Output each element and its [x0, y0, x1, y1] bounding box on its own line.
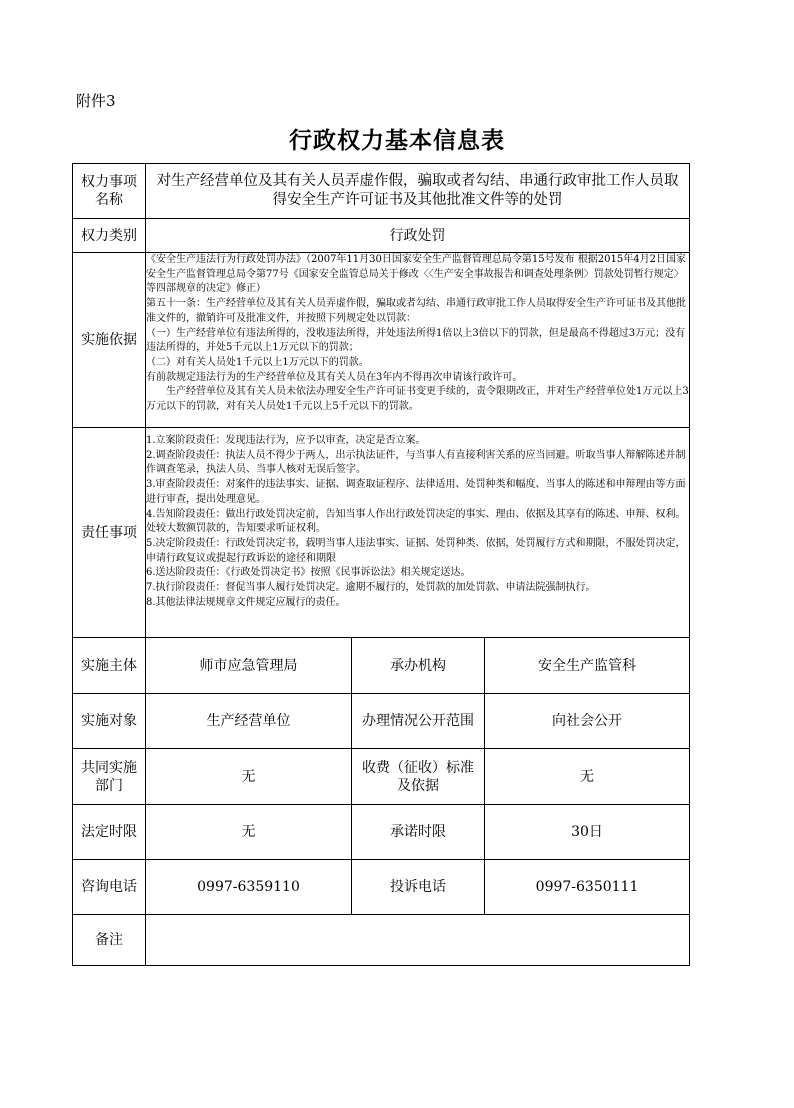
- row-responsibility: [73, 428, 690, 638]
- responsibility-line: 1.立案阶段责任：发现违法行为，应予以审查，决定是否立案。: [146, 435, 426, 446]
- basis-content: [146, 253, 690, 428]
- power-category-value: 行政处罚: [146, 219, 690, 253]
- basis-line: 《安全生产违法行为行政处罚办法》（2007年11月30日国家安全生产监督管理总局令第15号发布 根据2015年4月2日国家安全生产监督管理总局令第77号《国家安全监管总局关于修改〈〈生产安全事故报告和调查处理条例〉罚款处罚暂行规定〉等四部规章的决定》修正）: [146, 254, 686, 295]
- responsibility-line: 2.调查阶段责任：执法人员不得少于两人，出示执法证件，与当事人有直接利害关系的应当回避。听取当事人辩解陈述并制作调查笔录，执法人员、当事人核对无误后签字。: [146, 449, 686, 476]
- row-basis: [73, 253, 690, 428]
- basis-label: 实施依据: [73, 253, 146, 428]
- remark-label: 备注: [73, 915, 146, 966]
- joint-department-value: 无: [146, 749, 352, 805]
- agency-label: 承办机构: [352, 638, 485, 694]
- complaint-phone-value: 0997-6350111: [485, 860, 690, 915]
- power-category-label: 权力类别: [73, 219, 146, 253]
- row-power-name: [73, 164, 690, 219]
- remark-value: [146, 915, 690, 966]
- legal-time-value: 无: [146, 805, 352, 860]
- complaint-phone-label: 投诉电话: [352, 860, 485, 915]
- responsibility-line: 8.其他法律法规规章文件规定应履行的责任。: [146, 596, 346, 608]
- row-power-category: [73, 219, 690, 253]
- disclosure-scope-value: 向社会公开: [485, 694, 690, 749]
- responsibility-label: 责任事项: [73, 428, 146, 638]
- basis-line: （一）生产经营单位有违法所得的，没收违法所得，并处违法所得1倍以上3倍以下的罚款，但是最高不得超过3万元；没有违法所得的，并处5千元以上1万元以下的罚款；: [146, 327, 686, 354]
- attachment-number: 附件3: [76, 92, 116, 110]
- row-time: [73, 805, 690, 860]
- target-label: 实施对象: [73, 694, 146, 749]
- subject-value: 师市应急管理局: [146, 638, 352, 694]
- row-remark: [73, 915, 690, 966]
- fee-standard-label: 收费（征收）标准及依据: [352, 749, 485, 805]
- consult-phone-label: 咨询电话: [73, 860, 146, 915]
- row-phone: [73, 860, 690, 915]
- consult-phone-value: 0997-6359110: [146, 860, 352, 915]
- legal-time-label: 法定时限: [73, 805, 146, 860]
- fee-standard-value: 无: [485, 749, 690, 805]
- basis-line: 有前款规定违法行为的生产经营单位及其有关人员在3年内不得再次申请该行政许可。: [146, 371, 523, 383]
- responsibility-line: 7.执行阶段责任：督促当事人履行处罚决定。逾期不履行的，处罚款的加处罚款、申请法院强制执行。: [146, 582, 596, 594]
- info-table: [72, 163, 690, 966]
- power-name-value: 对生产经营单位及其有关人员弄虚作假，骗取或者勾结、串通行政审批工作人员取得安全生产许可证书及其他批准文件等的处罚: [146, 164, 690, 219]
- page-title: 行政权力基本信息表: [289, 127, 505, 154]
- subject-label: 实施主体: [73, 638, 146, 694]
- row-subject: [73, 638, 690, 694]
- basis-line: 生产经营单位及其有关人员未依法办理安全生产许可证书变更手续的，责令限期改正，并对生产经营单位处1万元以上3万元以下的罚款，对有关人员处1千元以上5千元以下的罚款。: [146, 386, 689, 413]
- responsibility-line: 5.决定阶段责任：行政处罚决定书，载明当事人违法事实、证据、处罚种类、依据，处罚履行方式和期限，不服处罚决定，申请行政复议或提起行政诉讼的途径和期限: [146, 537, 686, 564]
- agency-value: 安全生产监管科: [485, 638, 690, 694]
- power-name-label: 权力事项名称: [73, 164, 146, 219]
- joint-department-label: 共同实施部门: [73, 749, 146, 805]
- basis-line: （二）对有关人员处1千元以上1万元以下的罚款。: [146, 356, 369, 368]
- promised-time-label: 承诺时限: [352, 805, 485, 860]
- row-joint: [73, 749, 690, 805]
- responsibility-line: 3.审查阶段责任：对案件的违法事实、证据、调查取证程序、法律适用、处罚种类和幅度、当事人的陈述和申辩理由等方面进行审查，提出处理意见。: [146, 479, 686, 505]
- row-target: [73, 694, 690, 749]
- responsibility-content: [146, 428, 690, 638]
- responsibility-line: 4.告知阶段责任：做出行政处罚决定前，告知当事人作出行政处罚决定的事实、理由、依据及其享有的陈述、申辩、权利。处较大数额罚款的，告知要求听证权利。: [146, 508, 686, 535]
- disclosure-scope-label: 办理情况公开范围: [352, 694, 485, 749]
- responsibility-line: 6.送达阶段责任：《行政处罚决定书》按照《民事诉讼法》相关规定送达。: [146, 567, 471, 579]
- promised-time-value: 30日: [485, 805, 690, 860]
- target-value: 生产经营单位: [146, 694, 352, 749]
- basis-line: 第五十一条：生产经营单位及其有关人员弄虚作假，骗取或者勾结、串通行政审批工作人员取得安全生产许可证书及其他批准文件的，撤销许可及批准文件，并按照下列规定处以罚款：: [146, 298, 686, 324]
